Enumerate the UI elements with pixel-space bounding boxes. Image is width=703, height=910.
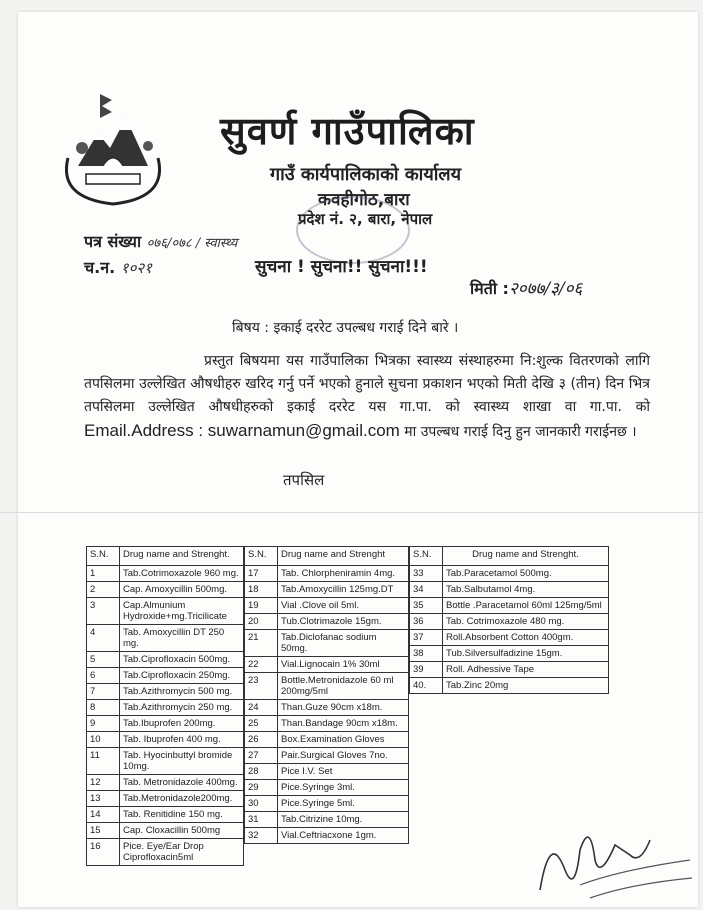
sn-cell: 11	[87, 748, 120, 775]
drug-name-cell: Tab.Ciprofloxacin 250mg.	[120, 668, 244, 684]
drug-name-cell: Tab. Amoxycillin DT 250 mg.	[120, 625, 244, 652]
table-row	[410, 630, 609, 646]
drug-name-cell: Tab.Amoxycillin 125mg.DT	[278, 582, 409, 598]
sn-cell: 9	[87, 716, 120, 732]
table-row	[245, 700, 409, 716]
table-row	[410, 566, 609, 582]
drug-name-cell: Vial.Ceftriacxone 1gm.	[278, 828, 409, 844]
table-row	[245, 748, 409, 764]
drug-header: Drug name and Strenght.	[443, 547, 609, 566]
sn-cell: 28	[245, 764, 278, 780]
notice-heading: सुचना ! सुचना!! सुचना!!!	[255, 257, 428, 277]
drug-name-cell: Roll.Absorbent Cotton 400gm.	[443, 630, 609, 646]
sn-cell: 26	[245, 732, 278, 748]
sn-header: S.N.	[245, 547, 278, 566]
nepal-emblem-icon	[48, 88, 178, 208]
dispatch-number-value: १०२१	[120, 259, 152, 277]
sn-cell: 12	[87, 775, 120, 791]
drug-name-cell: Pair.Surgical Gloves 7no.	[278, 748, 409, 764]
province-line: प्रदेश नं. २, बारा, नेपाल	[298, 210, 433, 228]
sn-cell: 14	[87, 807, 120, 823]
drug-table-2	[244, 546, 409, 844]
paper-fold-line	[0, 512, 703, 513]
drug-name-cell: Tab.Salbutamol 4mg.	[443, 582, 609, 598]
sn-cell: 25	[245, 716, 278, 732]
sn-cell: 35	[410, 598, 443, 614]
table-row	[87, 668, 244, 684]
sn-cell: 6	[87, 668, 120, 684]
drug-name-cell: Bottle .Paracetamol 60ml 125mg/5ml	[443, 598, 609, 614]
sn-cell: 24	[245, 700, 278, 716]
table-row	[410, 678, 609, 694]
body-text-2: मा उपल्बध गराई दिनु हुन जानकारी गराईनछ ।	[404, 424, 637, 440]
sn-cell: 19	[245, 598, 278, 614]
table-row	[87, 748, 244, 775]
dispatch-number	[84, 256, 152, 278]
drug-name-cell: Pice. Eye/Ear Drop Ciprofloxacin5ml	[120, 839, 244, 866]
table-row	[410, 614, 609, 630]
signature-icon	[520, 810, 695, 905]
drug-name-cell: Than.Bandage 90cm x18m.	[278, 716, 409, 732]
drug-name-cell: Tab.Diclofanac sodium 50mg.	[278, 630, 409, 657]
table-row	[87, 839, 244, 866]
drug-name-cell: Tab.Azithromycin 250 mg.	[120, 700, 244, 716]
drug-name-cell: Tab. Chlorpheniramin 4mg.	[278, 566, 409, 582]
table-row	[410, 598, 609, 614]
table-row	[87, 582, 244, 598]
sn-cell: 2	[87, 582, 120, 598]
drug-table-3	[409, 546, 609, 694]
sn-cell: 37	[410, 630, 443, 646]
drug-name-cell: Pice I.V. Set	[278, 764, 409, 780]
drug-name-cell: Tab.Metronidazole200mg.	[120, 791, 244, 807]
table-row	[410, 582, 609, 598]
table-row	[245, 764, 409, 780]
drug-name-cell: Roll. Adhessive Tape	[443, 662, 609, 678]
sn-cell: 4	[87, 625, 120, 652]
drug-name-cell: Cap. Amoxycillin 500mg.	[120, 582, 244, 598]
sn-cell: 15	[87, 823, 120, 839]
date-value: २०७७/३/०६	[508, 279, 583, 299]
drug-name-cell: Tab. Renitidine 150 mg.	[120, 807, 244, 823]
body-text-1: प्रस्तुत बिषयमा यस गाउँपालिका भित्रका स्वास्थ्य संस्थाहरुमा नि:शुल्क वितरणको लागि तपसिलमा उल्लेखित औषधीहरु खरिद गर्नु पर्ने भएको हुनाले सुचना प्रकाशन भएको मिती देखि ३ (तीन) दिन भित्र तपसिलमा उल्लेखित औषधीहरुको इकाई दररेट यस गा.पा. को स्वास्थ्य शाखा वा गा.पा. को	[84, 353, 650, 415]
sn-header: S.N.	[410, 547, 443, 566]
drug-name-cell: Tab.Cotrimoxazole 960 mg.	[120, 566, 244, 582]
sn-cell: 29	[245, 780, 278, 796]
sn-cell: 32	[245, 828, 278, 844]
drug-name-cell: Tab. Hyocinbuttyl bromide 10mg.	[120, 748, 244, 775]
table-row	[87, 716, 244, 732]
drug-name-cell: Vial .Clove oil 5ml.	[278, 598, 409, 614]
sn-cell: 10	[87, 732, 120, 748]
table-row	[245, 780, 409, 796]
drug-table-1	[86, 546, 244, 866]
table-row	[245, 812, 409, 828]
drug-name-cell: Tab.Citrizine 10mg.	[278, 812, 409, 828]
table-row	[87, 684, 244, 700]
drug-name-cell: Tab.Azithromycin 500 mg.	[120, 684, 244, 700]
sn-cell: 33	[410, 566, 443, 582]
table-row	[87, 823, 244, 839]
drug-name-cell: Than.Guze 90cm x18m.	[278, 700, 409, 716]
table-row	[245, 657, 409, 673]
drug-name-cell: Tub.Silversulfadizine 15gm.	[443, 646, 609, 662]
sn-cell: 38	[410, 646, 443, 662]
table-row	[87, 775, 244, 791]
drug-name-cell: Tab.Paracetamol 500mg.	[443, 566, 609, 582]
drug-name-cell: Tub.Clotrimazole 15gm.	[278, 614, 409, 630]
sn-cell: 3	[87, 598, 120, 625]
sn-cell: 22	[245, 657, 278, 673]
drug-name-cell: Box.Examination Gloves	[278, 732, 409, 748]
drug-name-cell: Tab. Ibuprofen 400 mg.	[120, 732, 244, 748]
drug-header: Drug name and Strenght.	[120, 547, 244, 566]
municipality-title: सुवर्ण गाउँपालिका	[220, 109, 475, 153]
letter-number-value: ०७६/०७८ / स्वास्थ्य	[146, 236, 238, 251]
drug-name-cell: Pice.Syringe 3ml.	[278, 780, 409, 796]
sn-cell: 23	[245, 673, 278, 700]
letter-body	[84, 350, 650, 444]
letter-date	[470, 276, 582, 299]
sn-cell: 16	[87, 839, 120, 866]
table-row	[87, 700, 244, 716]
sn-cell: 31	[245, 812, 278, 828]
office-address: कवहीगोठ,बारा	[318, 190, 410, 210]
letter-number	[84, 230, 237, 252]
drug-name-cell: Bottle.Metronidazole 60 ml 200mg/5ml	[278, 673, 409, 700]
drug-name-cell: Tab.Zinc 20mg	[443, 678, 609, 694]
table-row	[245, 796, 409, 812]
drug-name-cell: Tab. Metronidazole 400mg.	[120, 775, 244, 791]
table-row	[245, 566, 409, 582]
sn-cell: 39	[410, 662, 443, 678]
drug-name-cell: Tab.Ibuprofen 200mg.	[120, 716, 244, 732]
table-row	[87, 625, 244, 652]
sn-cell: 34	[410, 582, 443, 598]
office-name: गाउँ कार्यपालिकाको कार्यालय	[270, 164, 462, 185]
drug-name-cell: Cap.Almunium Hydroxide+mg.Tricilicate	[120, 598, 244, 625]
table-row	[245, 716, 409, 732]
sn-cell: 36	[410, 614, 443, 630]
table-row	[245, 828, 409, 844]
sn-cell: 40.	[410, 678, 443, 694]
table-row	[87, 598, 244, 625]
table-row	[245, 598, 409, 614]
sn-cell: 5	[87, 652, 120, 668]
drug-name-cell: Vial.Lignocain 1% 30ml	[278, 657, 409, 673]
sn-cell: 1	[87, 566, 120, 582]
drug-name-cell: Pice.Syringe 5ml.	[278, 796, 409, 812]
table-row	[410, 646, 609, 662]
sn-header: S.N.	[87, 547, 120, 566]
table-row	[87, 791, 244, 807]
table-row	[87, 652, 244, 668]
sn-cell: 30	[245, 796, 278, 812]
table-row	[87, 566, 244, 582]
sn-cell: 7	[87, 684, 120, 700]
table-row	[87, 732, 244, 748]
table-row	[245, 673, 409, 700]
table-row	[410, 662, 609, 678]
email-address: Email.Address : suwarnamun@gmail.com	[84, 421, 400, 440]
annex-heading: तपसिल	[283, 471, 325, 489]
table-row	[87, 807, 244, 823]
drug-name-cell: Cap. Cloxacillin 500mg	[120, 823, 244, 839]
drug-name-cell: Tab. Cotrimoxazole 480 mg.	[443, 614, 609, 630]
table-row	[245, 582, 409, 598]
table-row	[245, 630, 409, 657]
sn-cell: 17	[245, 566, 278, 582]
date-label: मिती :	[470, 279, 509, 298]
sn-cell: 21	[245, 630, 278, 657]
drug-name-cell: Tab.Ciprofloxacin 500mg.	[120, 652, 244, 668]
drug-header: Drug name and Strenght	[278, 547, 409, 566]
table-row	[245, 614, 409, 630]
sn-cell: 8	[87, 700, 120, 716]
table-row	[245, 732, 409, 748]
sn-cell: 20	[245, 614, 278, 630]
letter-number-label: पत्र संख्या	[84, 232, 142, 251]
sn-cell: 27	[245, 748, 278, 764]
dispatch-number-label: च.न.	[84, 258, 116, 277]
sn-cell: 18	[245, 582, 278, 598]
subject-line: बिषय : इकाई दररेट उपल्बध गराई दिने बारे ।	[232, 320, 459, 336]
sn-cell: 13	[87, 791, 120, 807]
